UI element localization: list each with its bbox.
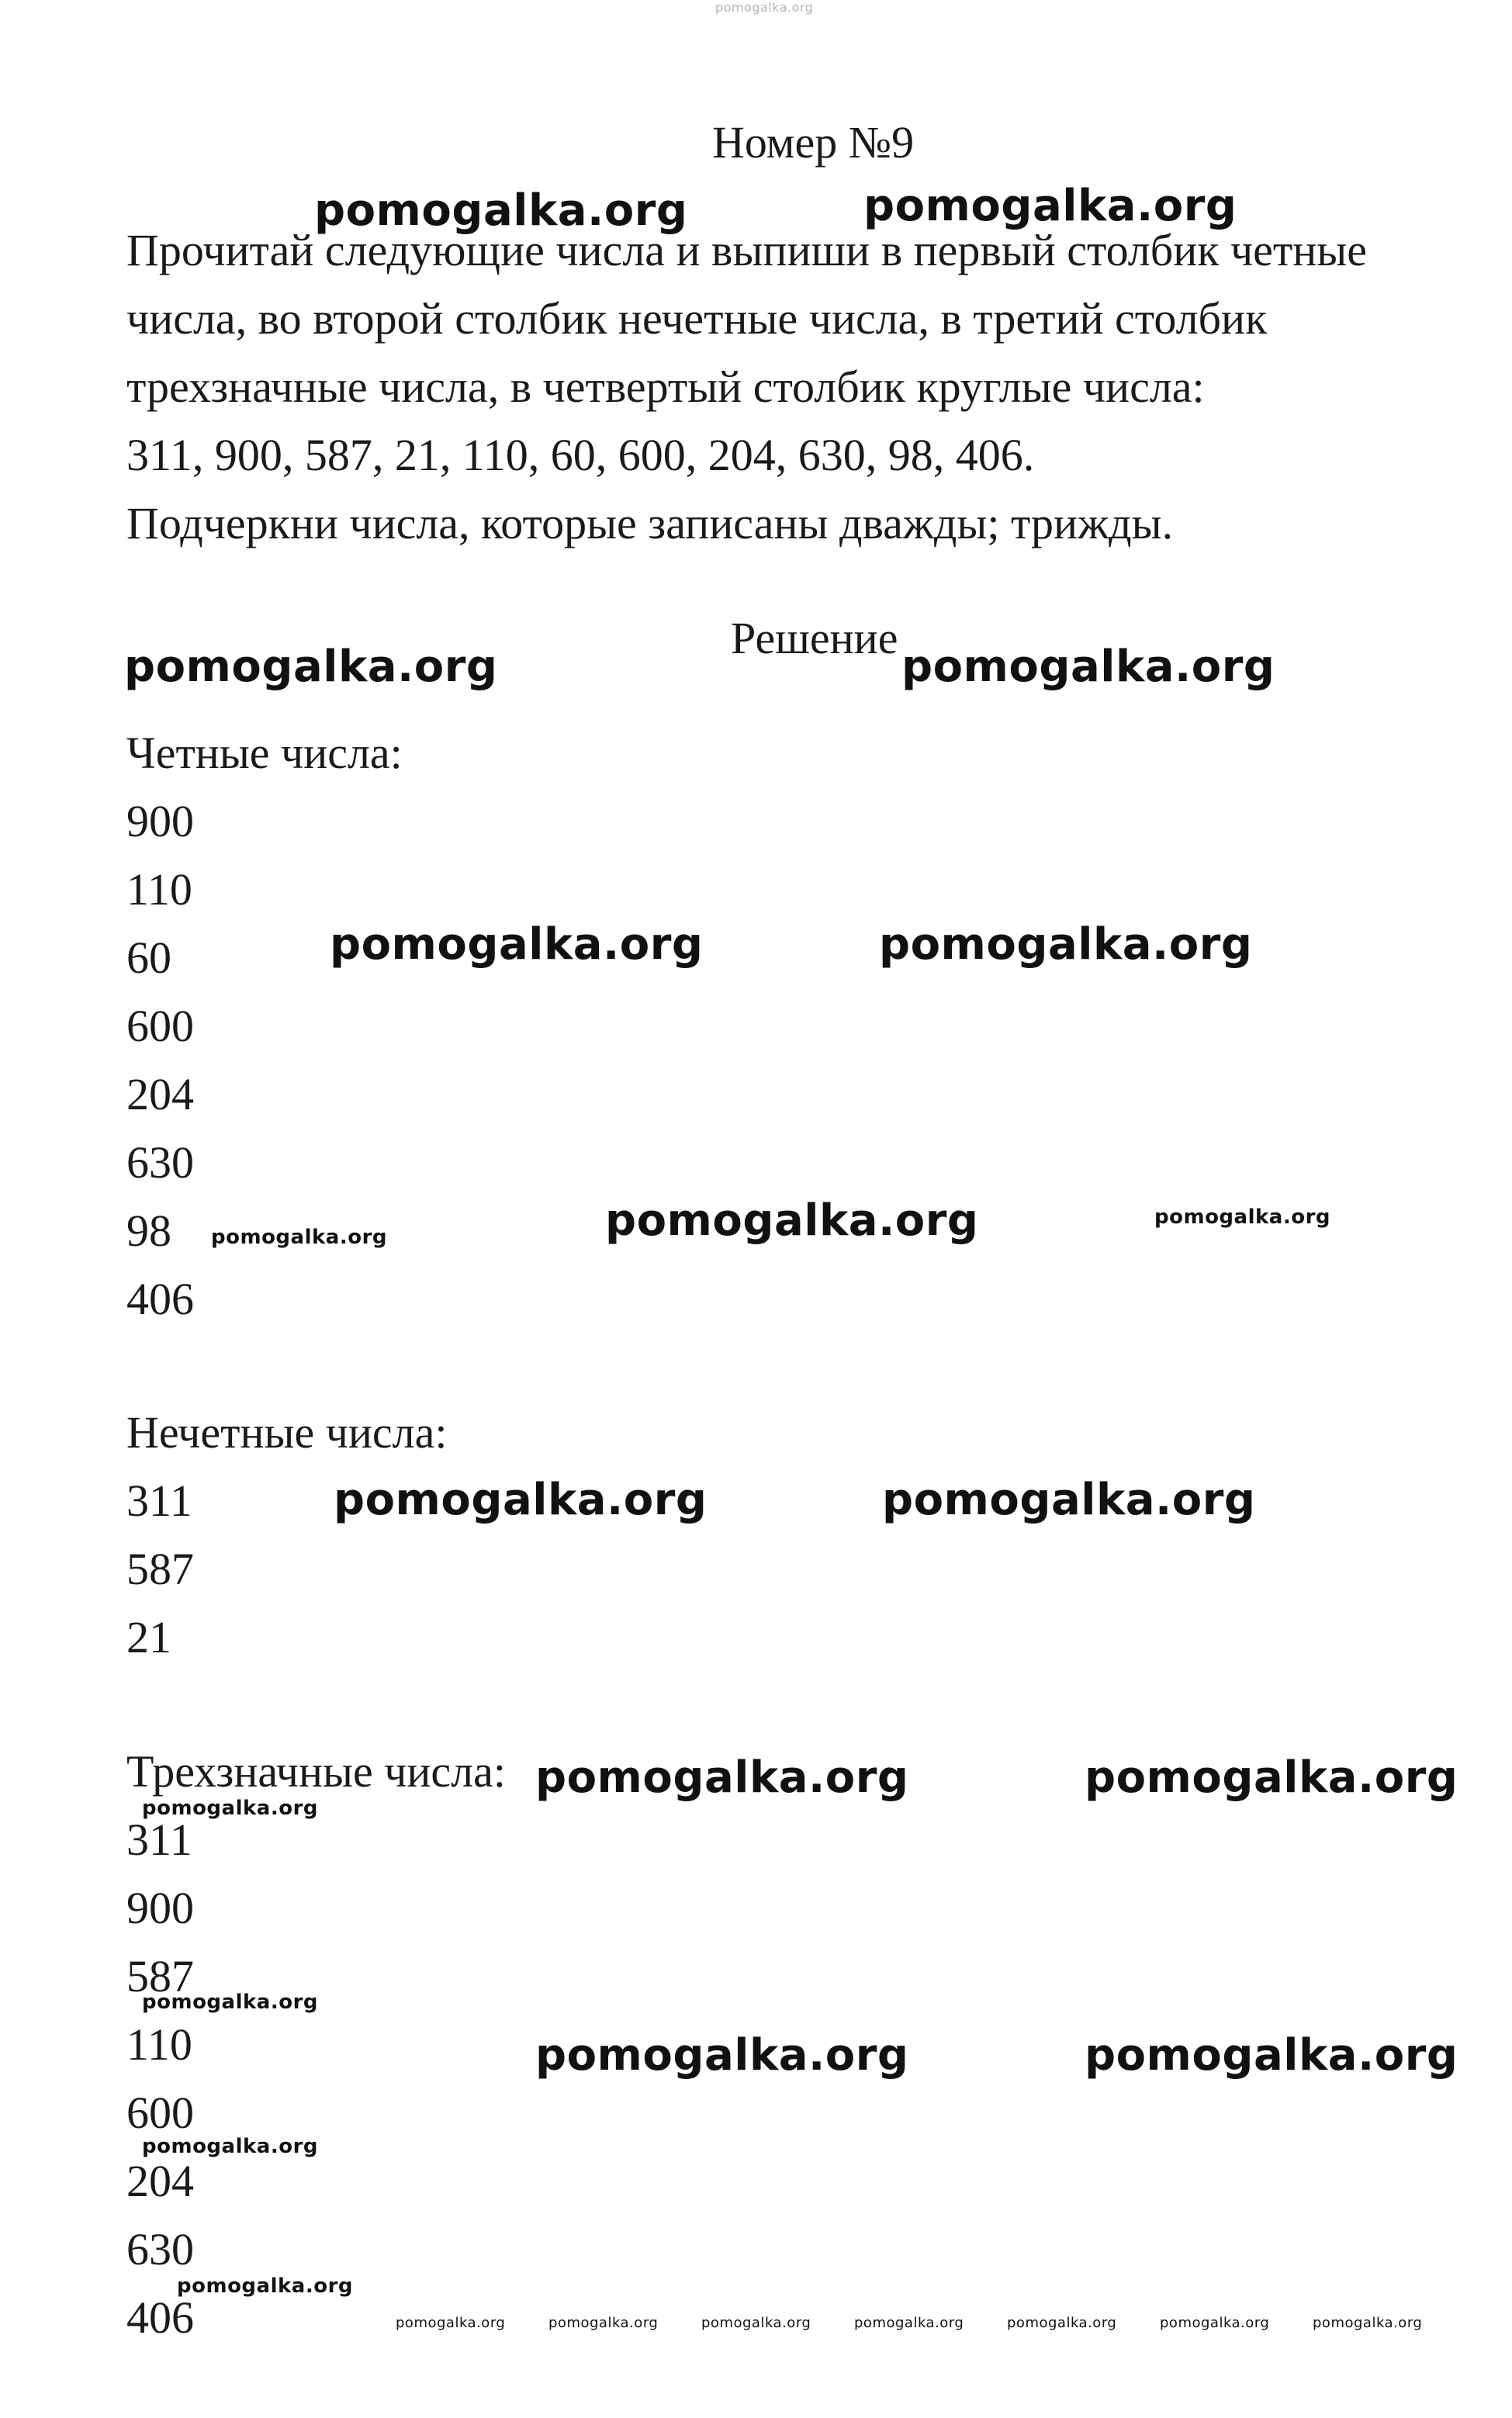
even-value: 900: [126, 796, 194, 846]
three-digit-value: 406: [126, 2292, 194, 2343]
watermark: pomogalka.org: [211, 1226, 388, 1249]
watermark: pomogalka.org: [605, 1195, 979, 1246]
watermark: pomogalka.org: [142, 1991, 319, 2014]
three-digit-value: 630: [126, 2224, 194, 2274]
three-digit-value: 900: [126, 1883, 194, 1933]
watermark: pomogalka.org: [142, 1797, 319, 1820]
watermark: pomogalka.org: [1085, 2030, 1458, 2081]
odd-value: 311: [126, 1475, 192, 1526]
problem-line-3: трехзначные числа, в четвертый столбик круглые числа:: [126, 361, 1205, 412]
three-digit-value: 600: [126, 2088, 194, 2138]
odd-label: Нечетные числа:: [126, 1407, 448, 1458]
watermark: pomogalka.org: [548, 2315, 659, 2331]
watermark: pomogalka.org: [314, 185, 688, 236]
watermark: pomogalka.org: [535, 1752, 909, 1803]
watermark: pomogalka.org: [1085, 1752, 1458, 1803]
watermark: pomogalka.org: [882, 1475, 1256, 1525]
watermark: pomogalka.org: [1313, 2315, 1423, 2331]
odd-value: 21: [126, 1612, 171, 1662]
watermark: pomogalka.org: [854, 2315, 964, 2331]
three-digit-label: Трехзначные числа:: [126, 1746, 506, 1797]
three-digit-value: 587: [126, 1951, 194, 2001]
three-digit-value: 311: [126, 1814, 192, 1865]
page-title: Номер №9: [712, 117, 915, 168]
problem-line-2: числа, во второй столбик нечетные числа, в третий столбик: [126, 293, 1268, 344]
solution-heading: Решение: [731, 613, 898, 663]
even-value: 630: [126, 1137, 194, 1188]
even-value: 204: [126, 1069, 194, 1119]
even-label: Четные числа:: [126, 728, 403, 778]
even-value: 110: [126, 864, 192, 915]
watermark: pomogalka.org: [901, 642, 1275, 692]
watermark: pomogalka.org: [124, 642, 498, 692]
watermark: pomogalka.org: [142, 2135, 319, 2158]
watermark: pomogalka.org: [334, 1475, 708, 1525]
even-value: 60: [126, 932, 171, 983]
watermark: pomogalka.org: [879, 919, 1253, 970]
even-value: 600: [126, 1001, 194, 1051]
watermark: pomogalka.org: [1154, 1206, 1331, 1229]
watermark: pomogalka.org: [1007, 2315, 1117, 2331]
watermark: pomogalka.org: [330, 919, 704, 970]
watermark-top: pomogalka.org: [715, 0, 814, 15]
odd-value: 587: [126, 1544, 194, 1594]
even-value: 98: [126, 1206, 171, 1256]
watermark: pomogalka.org: [701, 2315, 811, 2331]
watermark: pomogalka.org: [396, 2315, 506, 2331]
three-digit-value: 110: [126, 2019, 192, 2070]
watermark: pomogalka.org: [177, 2274, 354, 2298]
problem-line-5: Подчеркни числа, которые записаны дважды; трижды.: [126, 498, 1174, 548]
even-value: 406: [126, 1274, 194, 1324]
three-digit-value: 204: [126, 2156, 194, 2206]
problem-line-4: 311, 900, 587, 21, 110, 60, 600, 204, 630, 98, 406.: [126, 430, 1035, 480]
watermark: pomogalka.org: [535, 2030, 909, 2081]
problem-line-1: Прочитай следующие числа и выпиши в первый столбик четные: [126, 225, 1367, 275]
watermark: pomogalka.org: [863, 181, 1237, 231]
watermark: pomogalka.org: [1160, 2315, 1270, 2331]
